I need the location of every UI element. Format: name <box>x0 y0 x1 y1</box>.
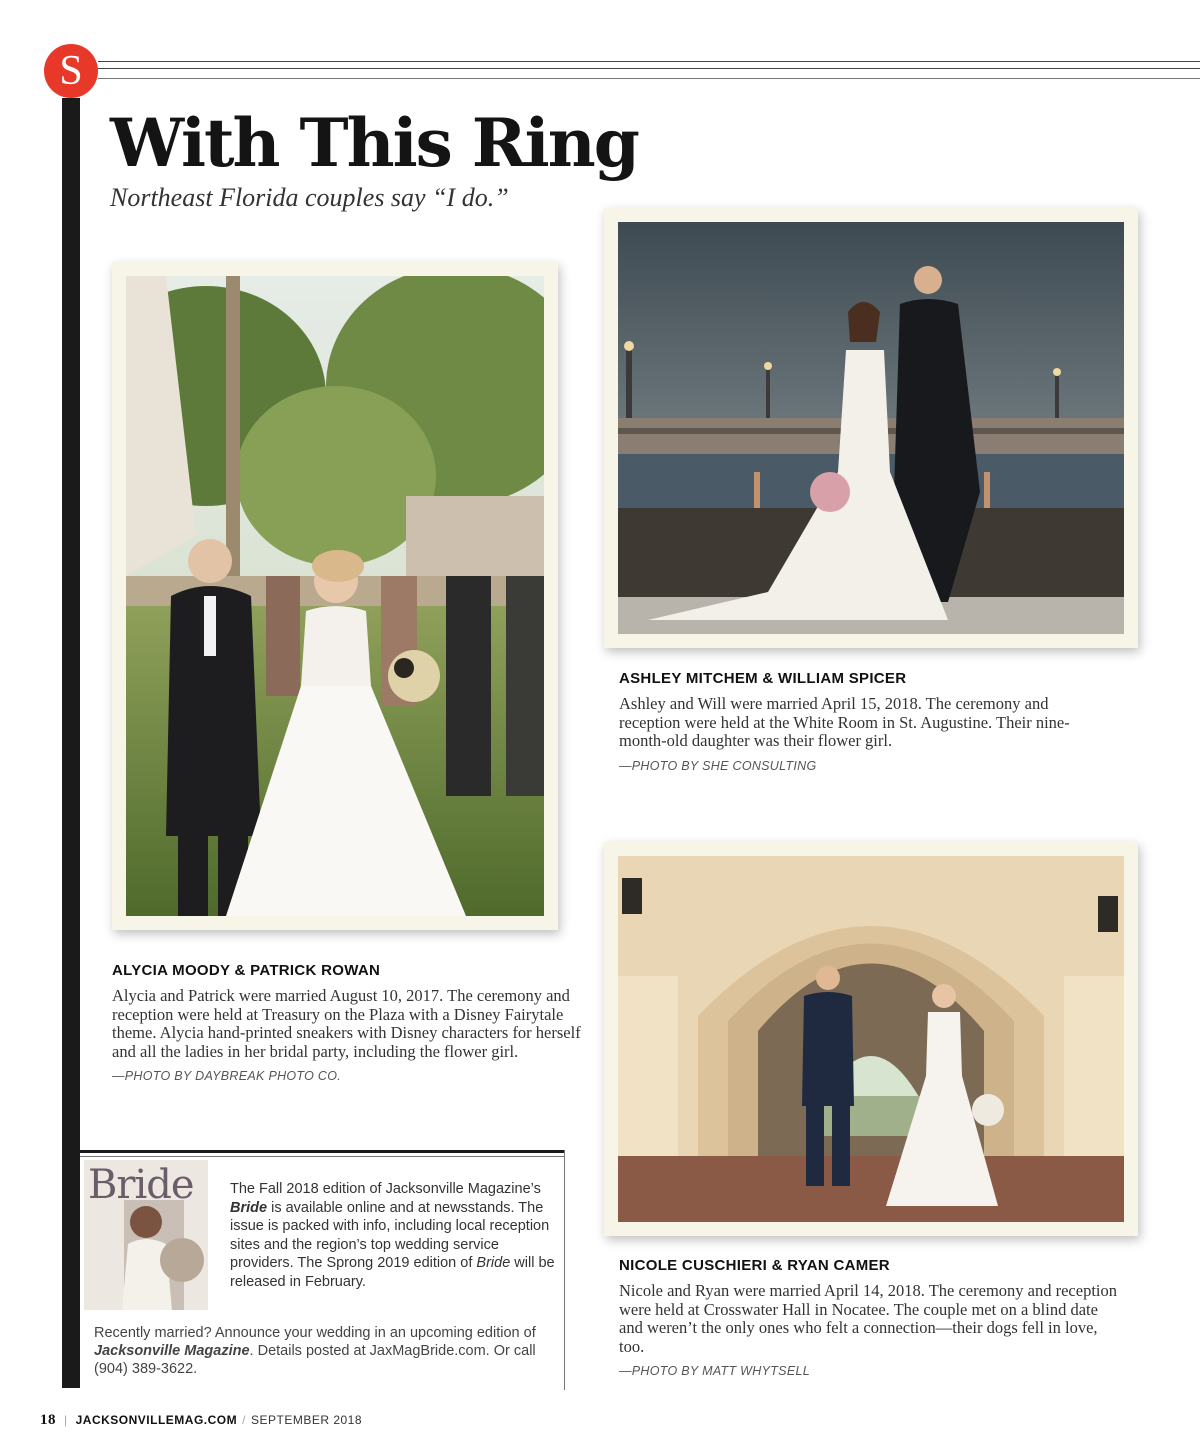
page-footer <box>40 1412 362 1429</box>
photo-frame-cuschieri-camer <box>604 842 1138 1236</box>
promo-rule <box>80 1156 565 1157</box>
couple-name: ALYCIA MOODY & PATRICK ROWAN <box>112 962 381 979</box>
magazine-name: Jacksonville Magazine <box>94 1343 250 1359</box>
photo-credit: —PHOTO BY MATT WHYTSELL <box>619 1364 810 1378</box>
couple-name: NICOLE CUSCHIERI & RYAN CAMER <box>619 1257 890 1274</box>
promo-text-part: will be released in February. <box>230 1255 555 1290</box>
photo-frame-moody-rowan <box>112 262 558 930</box>
footer-site: JACKSONVILLEMAG.COM <box>75 1413 238 1427</box>
header-rule <box>98 78 1200 79</box>
couple-story: Alycia and Patrick were married August 10, 2017. The ceremony and reception were held at Treasury on the Plaza with a Disney Fairytale theme. Alycia hand-printed sneakers with Disney characters for herself and all the ladies in her bridal party, including the flower girl. <box>112 986 581 1061</box>
footer-divider: | <box>64 1413 68 1427</box>
couple-story: Nicole and Ryan were married April 14, 2018. The ceremony and reception were held at Crosswater Hall in Nocatee. The couple met on a blind date and weren’t the only ones who felt a connection—their dogs fell in love, too. <box>619 1281 1117 1356</box>
magazine-cover-title: Bride <box>88 1162 194 1208</box>
promo-border <box>564 1150 565 1390</box>
caption-mitchem-spicer <box>619 670 1109 773</box>
promo-text-part: is available online and at newsstands. The issue is packed with info, including local reception sites and the region’s top wedding service providers. The Sprong 2019 edition of <box>230 1199 550 1272</box>
promo-text <box>230 1180 555 1292</box>
promo-text-part: The Fall 2018 edition of Jacksonville Magazine’s <box>230 1181 541 1197</box>
left-sidebar-bar <box>62 98 80 1388</box>
header-rule <box>98 61 1200 62</box>
promo-announcement <box>94 1324 544 1378</box>
promo-magazine-name: Bride <box>476 1255 511 1272</box>
header-rule <box>98 68 1200 69</box>
promo-rule <box>80 1150 565 1153</box>
page-number: 18 <box>40 1412 56 1428</box>
promo-magazine-name: Bride <box>230 1199 268 1216</box>
footer-divider: / <box>242 1413 246 1427</box>
wedding-photo-mitchem-spicer <box>618 222 1124 634</box>
section-badge <box>44 44 98 98</box>
wedding-photo-cuschieri-camer <box>618 856 1124 1222</box>
photo-credit: —PHOTO BY SHE CONSULTING <box>619 758 817 773</box>
caption-cuschieri-camer <box>619 1257 1119 1378</box>
wedding-photo-moody-rowan <box>126 276 544 916</box>
promo-note-part: Recently married? Announce your wedding in an upcoming edition of <box>94 1325 536 1341</box>
bride-magazine-cover <box>84 1160 208 1310</box>
couple-story: Ashley and Will were married April 15, 2018. The ceremony and reception were held at the White Room in St. Augustine. Their nine-month-old daughter was their flower girl. <box>619 694 1070 750</box>
section-badge-letter: S <box>59 48 83 94</box>
page-subtitle: Northeast Florida couples say “I do.” <box>110 183 509 212</box>
photo-frame-mitchem-spicer <box>604 208 1138 648</box>
photo-credit: —PHOTO BY DAYBREAK PHOTO CO. <box>112 1069 342 1083</box>
couple-name: ASHLEY MITCHEM & WILLIAM SPICER <box>619 670 907 687</box>
page-title: With This Ring <box>110 104 638 182</box>
promo-note-part: . Details posted at JaxMagBride.com. Or call (904) 389-3622. <box>94 1343 536 1377</box>
caption-moody-rowan <box>112 962 582 1083</box>
footer-issue: SEPTEMBER 2018 <box>250 1413 363 1427</box>
